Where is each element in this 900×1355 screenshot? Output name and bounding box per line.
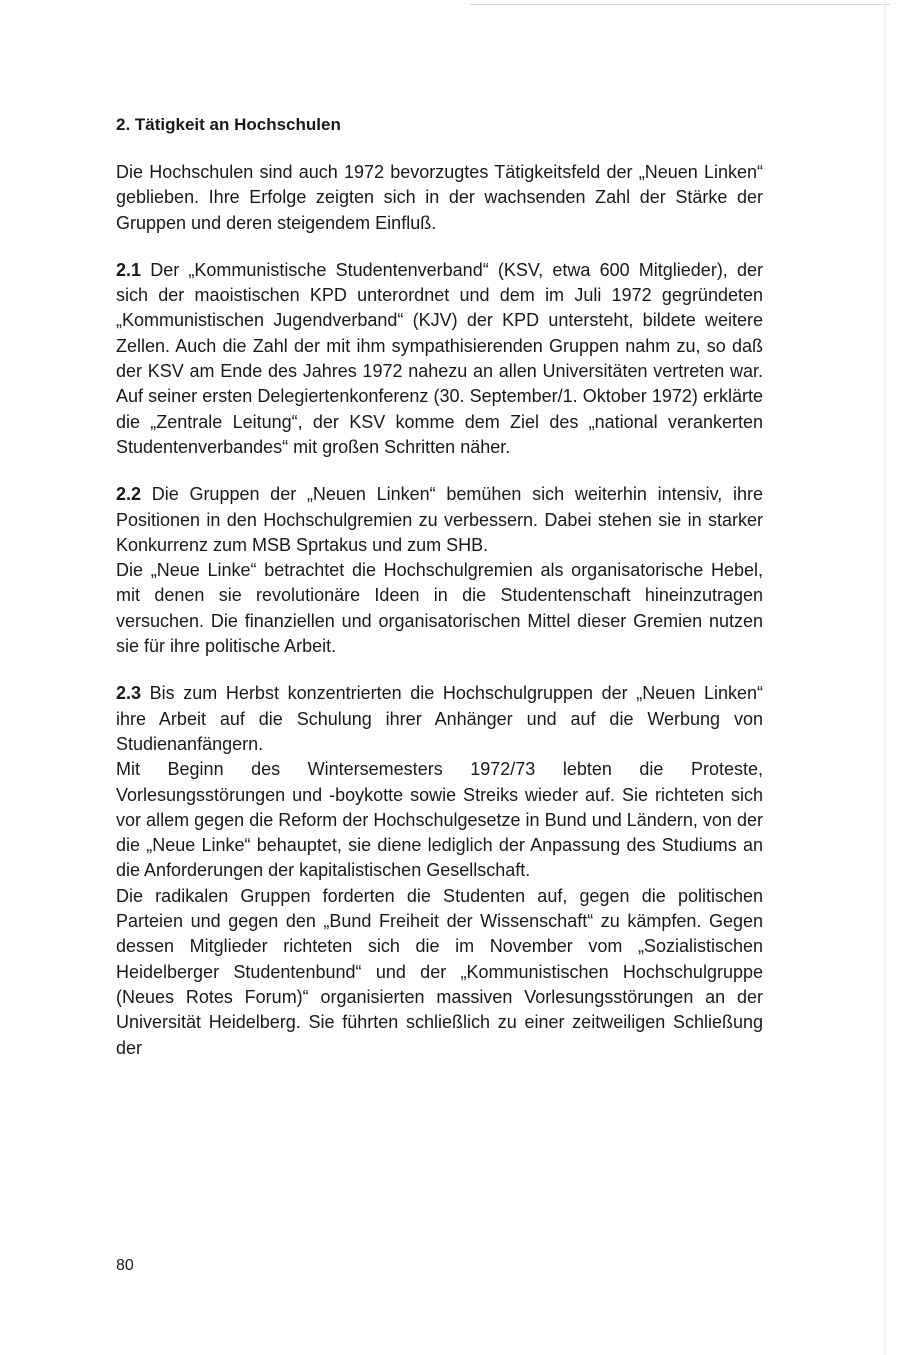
paragraph-2-1 (116, 258, 763, 460)
paragraph-number: 2.1 (116, 259, 142, 280)
scan-edge-line (470, 4, 890, 5)
paragraph-text: Die „Neue Linke“ betrachtet die Hochschulgremien als organisatorische Hebel, mit denen sie revolutionäre Ideen in die Studentenschaft hineinzutragen versuchen. Die finanziellen und organisatorischen Mittel dieser Gremien nutzen sie für ihre politische Arbeit. (116, 560, 763, 657)
paragraph-text: Mit Beginn des Wintersemesters 1972/73 lebten die Proteste, Vorlesungsstörungen und -boykotte sowie Streiks wieder auf. Sie richteten sich vor allem gegen die Reform der Hochschulgesetze in Bund und Ländern, von der die „Neue Linke“ behauptet, sie diene lediglich der Anpassung des Studiums an die Anforderungen der kapitalistischen Gesellschaft. (116, 759, 763, 881)
paragraph-2-3-wintersemester (116, 757, 763, 883)
paragraph-text: Bis zum Herbst konzentrierten die Hochschulgruppen der „Neuen Linken“ ihre Arbeit auf die Schulung ihrer Anhänger und auf die Werbung von Studienanfängern. (116, 683, 763, 754)
paragraph-2-3 (116, 681, 763, 757)
paragraph-number: 2.2 (116, 484, 142, 505)
paragraph-text: Die Gruppen der „Neuen Linken“ bemühen sich weiterhin intensiv, ihre Positionen in den Hochschulgremien zu verbessern. Dabei stehen sie in starker Konkurrenz zum MSB Sprtakus und zum SHB. (116, 484, 763, 555)
paragraph-text: Der „Kommunistische Studentenverband“ (KSV, etwa 600 Mitglieder), der sich der maoistischen KPD unterordnet und dem im Juli 1972 gegründeten „Kommunistischen Jugendverband“ (KJV) der KPD untersteht, bildete weitere Zellen. Auch die Zahl der mit ihm sympathisierenden Gruppen nahm zu, so daß der KSV am Ende des Jahres 1972 nahezu an allen Universitäten vertreten war. Auf seiner ersten Delegiertenkonferenz (30. September/1. Oktober 1972) erklärte die „Zentrale Leitung“, der KSV komme dem Ziel des „national verankerten Studentenverbandes“ mit großen Schritten näher. (116, 259, 763, 457)
page-number: 80 (116, 1257, 134, 1274)
paragraph-text: Die radikalen Gruppen forderten die Studenten auf, gegen die politischen Parteien und gegen den „Bund Freiheit der Wissenschaft“ zu kämpfen. Gegen dessen Mitglieder richteten sich die im November vom „Sozialistischen Heidelberger Studentenbund“ und der „Kommunistischen Hochschulgruppe (Neues Rotes Forum)“ organisierten massiven Vorlesungsstörungen an der Universität Heidelberg. Sie führten schließlich zu einer zeitweiligen Schließung der (116, 885, 763, 1058)
paragraph-2-3-radikale-gruppen (116, 884, 763, 1061)
paragraph-2-2-continued (116, 558, 763, 659)
paragraph-2-2 (116, 482, 763, 558)
section-heading: 2. Tätigkeit an Hochschulen (116, 115, 341, 134)
page-content (116, 112, 763, 1061)
scan-page-edge (884, 0, 886, 1355)
paragraph-intro (116, 160, 763, 236)
paragraph-text: Die Hochschulen sind auch 1972 bevorzugtes Tätigkeitsfeld der „Neuen Linken“ geblieben. Ihre Erfolge zeigten sich in der wachsenden Zahl der Stärke der Gruppen und deren steigendem Einfluß. (116, 162, 763, 233)
paragraph-number: 2.3 (116, 683, 142, 704)
